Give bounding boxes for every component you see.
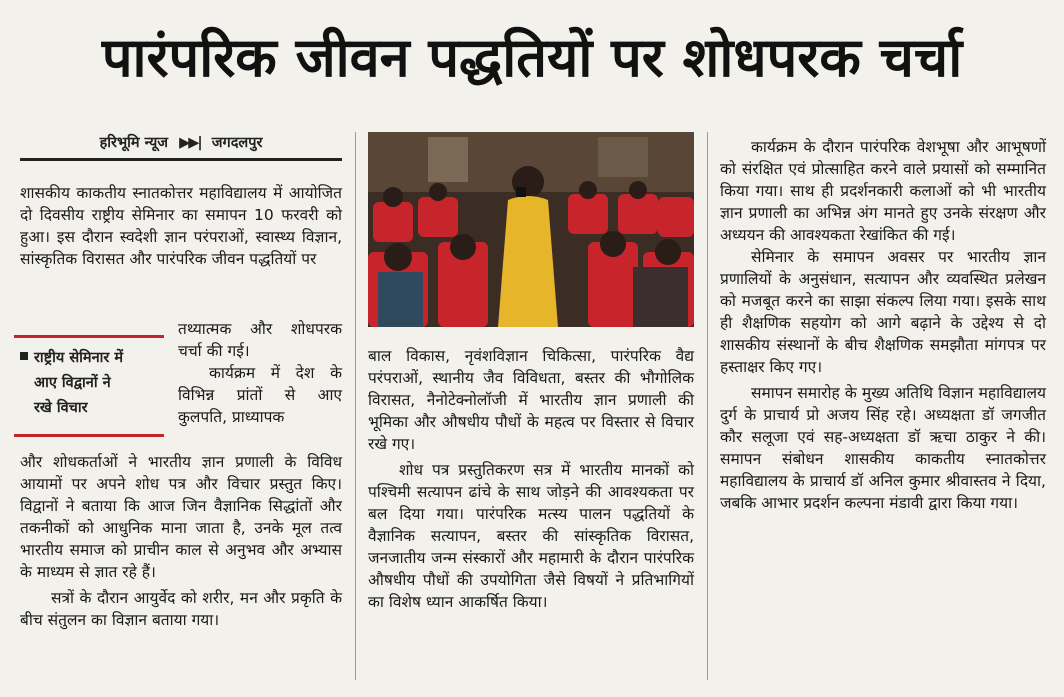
paragraph: शोध पत्र प्रस्तुतिकरण सत्र में भारतीय मानकों को पश्चिमी सत्यापन ढांचे के साथ जोड़ने की आवश्यकता पर बल दिया गया। पारंपरिक मत्स्य पालन पद्धतियों के वैज्ञानिक सत्यापन, बस्तर की सांस्कृतिक विरासत, जनजातीय जन्म संस्कारों और महामारी के दौरान पारंपरिक औषधीय पौधों की उपयोगिता जैसे विषयों ने प्रतिभागियों का विशेष ध्यान आकर्षित किया।: [368, 461, 694, 611]
pullquote-line: राष्ट्रीय सेमिनार में: [34, 350, 124, 366]
headline: पारंपरिक जीवन पद्धतियों पर शोधपरक चर्चा: [101, 26, 963, 89]
column-1-wrap: [178, 318, 342, 428]
paragraph: कार्यक्रम के दौरान पारंपरिक वेशभूषा और आभूषणों को संरक्षित एवं प्रोत्साहित करने वाले प्रयासों को सम्मानित किया गया। साथ ही प्रदर्शनकारी कलाओं को भी भारतीय ज्ञान प्रणाली का अभिन्न अंग मानते हुए उनके संरक्षण और अध्ययन की आवश्यकता रेखांकित की गई।: [720, 138, 1046, 244]
paragraph: और शोधकर्ताओं ने भारतीय ज्ञान प्रणाली के विविध आयामों पर अपने शोध पत्र और विचार प्रस्तुत किए। विद्वानों ने बताया कि आज जिन वैज्ञानिक सिद्धांतों और तकनीकों को आधुनिक माना जाता है, उनके मूल तत्व भारतीय समाज को प्राचीन काल से अनुभव और अभ्यास के माध्यम से ज्ञात रहे हैं।: [20, 453, 342, 581]
paragraph: तथ्यात्मक और शोधपरक चर्चा की गई।: [178, 320, 342, 360]
seminar-photo: [368, 132, 694, 327]
column-2: [368, 345, 694, 613]
paragraph: बाल विकास, नृवंशविज्ञान चिकित्सा, पारंपरिक वैद्य परंपराओं, स्थानीय जैव विविधता, बस्तर की भौगोलिक विरासत, नैनोटेक्नोलॉजी में भारतीय ज्ञान प्रणाली की भूमिका और औषधीय पौधों के महत्व पर विस्तार से विचार रखे गए।: [368, 347, 694, 453]
byline-arrows-icon: ▶▶|: [179, 135, 201, 151]
pullquote-line: आए विद्वानों ने: [34, 375, 111, 391]
paragraph: कार्यक्रम में देश के विभिन्न प्रांतों से आए कुलपति, प्राध्यापक: [178, 364, 342, 426]
column-divider: [707, 132, 708, 680]
seminar-photo-icon: [368, 132, 694, 327]
byline-place: जगदलपुर: [211, 135, 263, 151]
paragraph: समापन समारोह के मुख्य अतिथि विज्ञान महाविद्यालय दुर्ग के प्राचार्य प्रो अजय सिंह रहे। अध्यक्षता डॉ जगजीत कौर सलूजा एवं सह-अध्यक्षता डॉ ऋचा ठाकुर ने की। समापन संबोधन शासकीय काकतीय स्नातकोत्तर महाविद्यालय के प्राचार्य डॉ अनिल कुमार श्रीवास्तव ने दिया, जबकि आभार प्रदर्शन कल्पना मंडावी द्वारा किया गया।: [720, 384, 1046, 512]
byline-source: हरिभूमि न्यूज: [99, 135, 169, 151]
pullquote-box: [14, 335, 164, 437]
column-1-intro: [20, 182, 342, 270]
paragraph: सत्रों के दौरान आयुर्वेद को शरीर, मन और प्रकृति के बीच संतुलन का विज्ञान बताया गया।: [20, 589, 342, 629]
paragraph: शासकीय काकतीय स्नातकोत्तर महाविद्यालय में आयोजित दो दिवसीय राष्ट्रीय सेमिनार का समापन 10 फरवरी को हुआ। इस दौरान स्वदेशी ज्ञान परंपराओं, स्वास्थ्य विज्ञान, सांस्कृतिक विरासत और पारंपरिक जीवन पद्धतियों पर: [20, 184, 342, 268]
byline: [20, 132, 342, 161]
bullet-icon: [20, 352, 28, 360]
column-divider: [355, 132, 356, 680]
column-1-bottom: [20, 451, 342, 631]
paragraph: सेमिनार के समापन अवसर पर भारतीय ज्ञान प्रणालियों के अनुसंधान, सत्यापन और व्यवस्थित प्रलेखन को मजबूत करने का साझा संकल्प लिया गया। इसके साथ ही शैक्षणिक सहयोग को आगे बढ़ाने के उद्देश्य से दो शासकीय संस्थानों के बीच शैक्षणिक समझौता मांगपत्र पर हस्ताक्षर किए गए।: [720, 248, 1046, 376]
pullquote-line: रखे विचार: [34, 400, 88, 416]
column-3: [720, 136, 1046, 514]
